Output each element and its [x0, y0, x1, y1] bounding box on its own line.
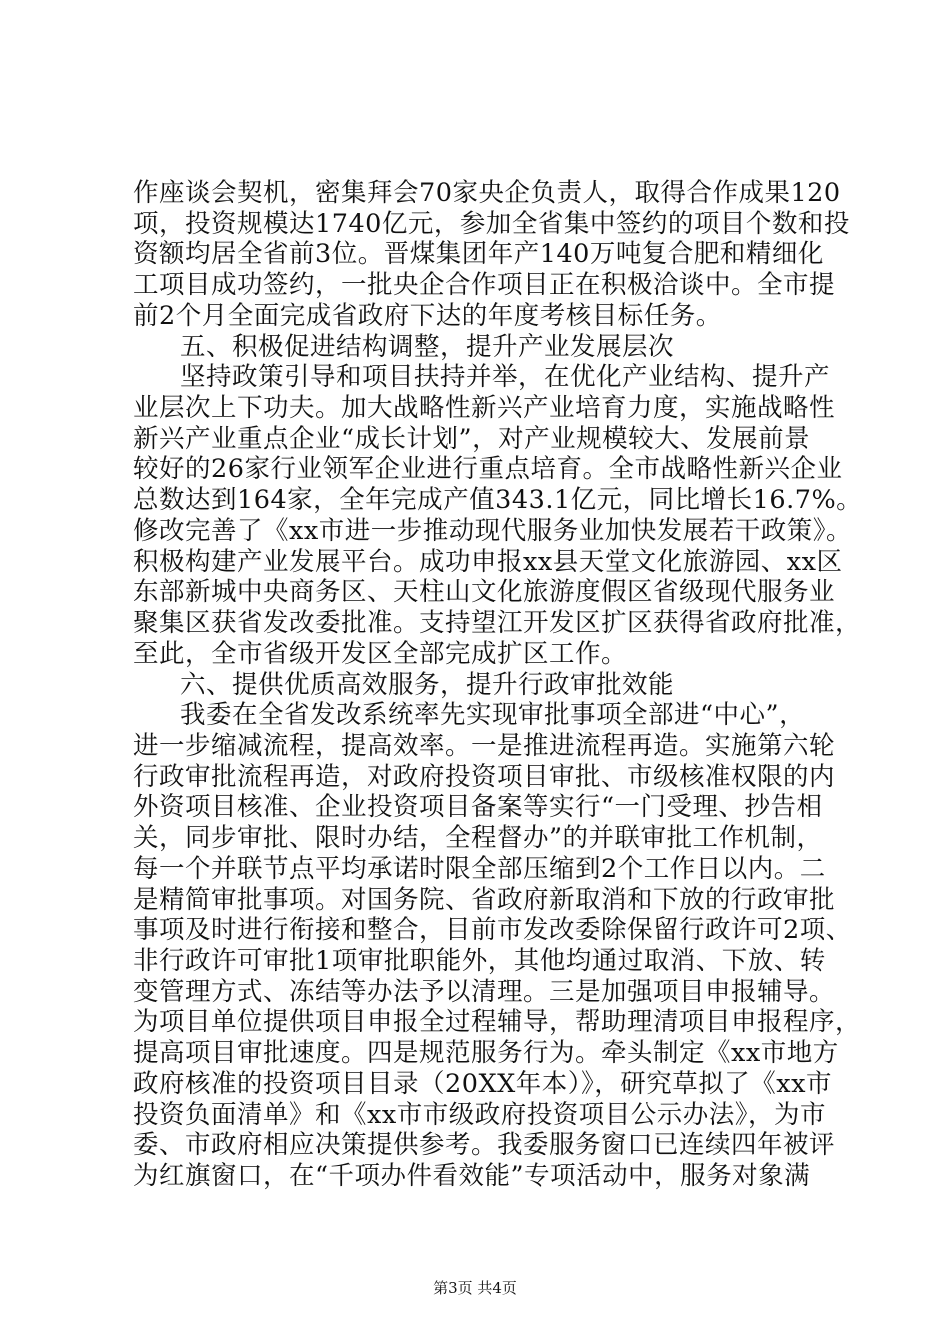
text-line: 为项目单位提供项目申报全过程辅导，帮助理清项目申报程序，: [133, 1007, 862, 1037]
page-number-footer: 第3页 共4页: [433, 1279, 517, 1297]
text-line: 新兴产业重点企业“成长计划”，对产业规模较大、发展前景: [133, 424, 811, 454]
text-line: 为红旗窗口，在“千项办件看效能”专项活动中，服务对象满: [133, 1161, 811, 1191]
text-line: 变管理方式、冻结等办法予以清理。三是加强项目申报辅导。: [133, 977, 836, 1007]
text-line: 每一个并联节点平均承诺时限全部压缩到2个工作日以内。二: [133, 854, 826, 884]
text-line: 外资项目核准、企业投资项目备案等实行“一门受理、抄告相: [133, 792, 823, 822]
text-line: 非行政许可审批1项审批职能外，其他均通过取消、下放、转: [133, 946, 826, 976]
text-line: 投资负面清单》和《xx市市级政府投资项目公示办法》，为市: [133, 1100, 827, 1130]
text-line: 政府核准的投资项目目录（20XX年本）》，研究草拟了《xx市: [133, 1069, 833, 1099]
text-line: 事项及时进行衔接和整合，目前市发改委除保留行政许可2项、: [133, 915, 852, 945]
text-line: 项，投资规模达1740亿元，参加全省集中签约的项目个数和投: [133, 209, 850, 239]
text-line: 修改完善了《xx市进一步推动现代服务业加快发展若干政策》。: [133, 516, 853, 546]
text-line: 提高项目审批速度。四是规范服务行为。牵头制定《xx市地方: [133, 1038, 839, 1068]
text-line: 进一步缩减流程，提高效率。一是推进流程再造。实施第六轮: [133, 731, 836, 761]
text-line: 我委在全省发改系统率先实现审批事项全部进“中心”，: [180, 700, 806, 730]
text-line: 坚持政策引导和项目扶持并举，在优化产业结构、提升产: [180, 362, 831, 392]
text-line: 东部新城中央商务区、天柱山文化旅游度假区省级现代服务业: [133, 577, 836, 607]
section-heading: 六、提供优质高效服务，提升行政审批效能: [180, 670, 675, 700]
text-line: 积极构建产业发展平台。成功申报xx县天堂文化旅游园、xx区: [133, 547, 843, 577]
text-line: 关，同步审批、限时办结，全程督办”的并联审批工作机制，: [133, 823, 823, 853]
text-line: 资额均居全省前3位。晋煤集团年产140万吨复合肥和精细化: [133, 239, 824, 269]
text-line: 聚集区获省发改委批准。支持望江开发区扩区获得省政府批准，: [133, 608, 862, 638]
text-line: 前2个月全面完成省政府下达的年度考核目标任务。: [133, 301, 722, 331]
text-line: 业层次上下功夫。加大战略性新兴产业培育力度，实施战略性: [133, 393, 836, 423]
section-heading: 五、积极促进结构调整，提升产业发展层次: [180, 332, 675, 362]
text-line: 较好的26家行业领军企业进行重点培育。全市战略性新兴企业: [133, 454, 843, 484]
text-line: 至此，全市省级开发区全部完成扩区工作。: [133, 639, 628, 669]
text-line: 总数达到164家，全年完成产值343.1亿元，同比增长16.7%。: [133, 485, 863, 515]
text-line: 工项目成功签约，一批央企合作项目正在积极洽谈中。全市提: [133, 270, 836, 300]
text-line: 委、市政府相应决策提供参考。我委服务窗口已连续四年被评: [133, 1130, 836, 1160]
text-line: 行政审批流程再造，对政府投资项目审批、市级核准权限的内: [133, 762, 836, 792]
text-line: 是精简审批事项。对国务院、省政府新取消和下放的行政审批: [133, 885, 836, 915]
text-line: 作座谈会契机，密集拜会70家央企负责人，取得合作成果120: [133, 178, 841, 208]
